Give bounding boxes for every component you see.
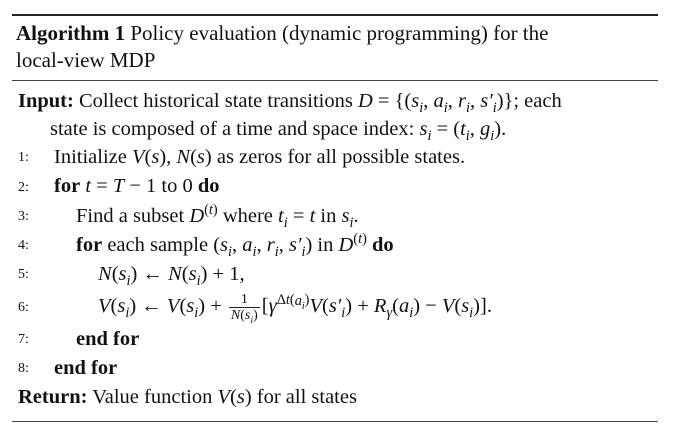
line-number: 2: [18, 179, 29, 195]
line-number: 4: [18, 238, 29, 254]
step-3: 3: Find a subset $D^{(t)}$ where $t_i = t$ in $s_i$. [18, 201, 359, 231]
line-number: 5: [18, 267, 29, 283]
input-text-a: Collect historical state transitions [73, 90, 358, 112]
step-3-text: Find a subset [76, 204, 190, 227]
step-6: 6: $V(s_i)$ ← $V(s_i)$ + $\frac{1}{N(s_i)}$ $[\gamma^{\Delta t(a_i)}V(s'_i) + R_\gamma(a_i) - V(s_i)]$. [18, 292, 492, 327]
algorithm-caption [12, 16, 658, 74]
for-keyword: for [54, 175, 81, 198]
step-1-tail: as zeros for all possible states. [211, 146, 466, 168]
step-5: 5: $N(s_i)$ ← $N(s_i) + 1$, [18, 263, 245, 290]
step-3-where: where [217, 204, 279, 227]
end-for-keyword: end for [76, 327, 140, 350]
step-4-each: each sample [102, 233, 214, 256]
algorithm-title-line1: Policy evaluation (dynamic programming) for the [125, 21, 549, 45]
step-2: 2: for t = T − 1 to 0 do [18, 172, 654, 201]
step-4: 4: for each sample ($s_i$, $a_i$, $r_i$, $s'_i$) in $D^{(t)}$ do [18, 231, 394, 260]
algorithm-title-line2: local-view MDP [16, 48, 156, 72]
input-text-c: state is composed of a time and space index: [50, 118, 420, 140]
algorithm-body [12, 81, 658, 411]
input-keyword: Input: [18, 90, 74, 112]
step-8 [18, 354, 654, 383]
step-2-to: to 0 [156, 175, 198, 198]
input-line: Input: Collect historical state transitions $D = \{(s_i$, $a_i$, $r_i$, $s'_i$)}; each [18, 90, 562, 117]
step-4-in: in [312, 233, 339, 256]
end-for-keyword: end for [54, 357, 118, 380]
step-1-text: Initialize [54, 146, 132, 168]
algorithm-block [12, 14, 658, 422]
line-number: 3: [18, 208, 29, 224]
bottom-rule [12, 421, 658, 422]
for-keyword: for [76, 233, 103, 256]
input-math-d: D [357, 90, 373, 112]
line-number: 1: [18, 150, 29, 166]
step-3-in: in [315, 204, 342, 227]
input-text-b: ; each [513, 90, 562, 112]
return-line: Return: Value function V(s) for all states [18, 386, 357, 409]
input-line-2: state is composed of a time and space index: $s_i = (t_i$, $g_i$). [50, 118, 507, 145]
fraction: $\frac{1}{N(s_i)}$ [230, 292, 258, 327]
return-keyword: Return: [18, 386, 88, 409]
step-7 [18, 325, 654, 354]
return-text-a: Value function [87, 386, 218, 409]
step-1: 1: Initialize V(s), N(s) as zeros for all possible states. [18, 143, 654, 172]
do-keyword: do [371, 233, 394, 256]
line-number: 6: [18, 299, 29, 315]
line-number: 8: [18, 361, 29, 377]
line-number: 7: [18, 332, 29, 348]
do-keyword: do [197, 175, 220, 198]
return-text-b: for all states [251, 386, 357, 409]
algorithm-label: Algorithm 1 [16, 21, 126, 45]
